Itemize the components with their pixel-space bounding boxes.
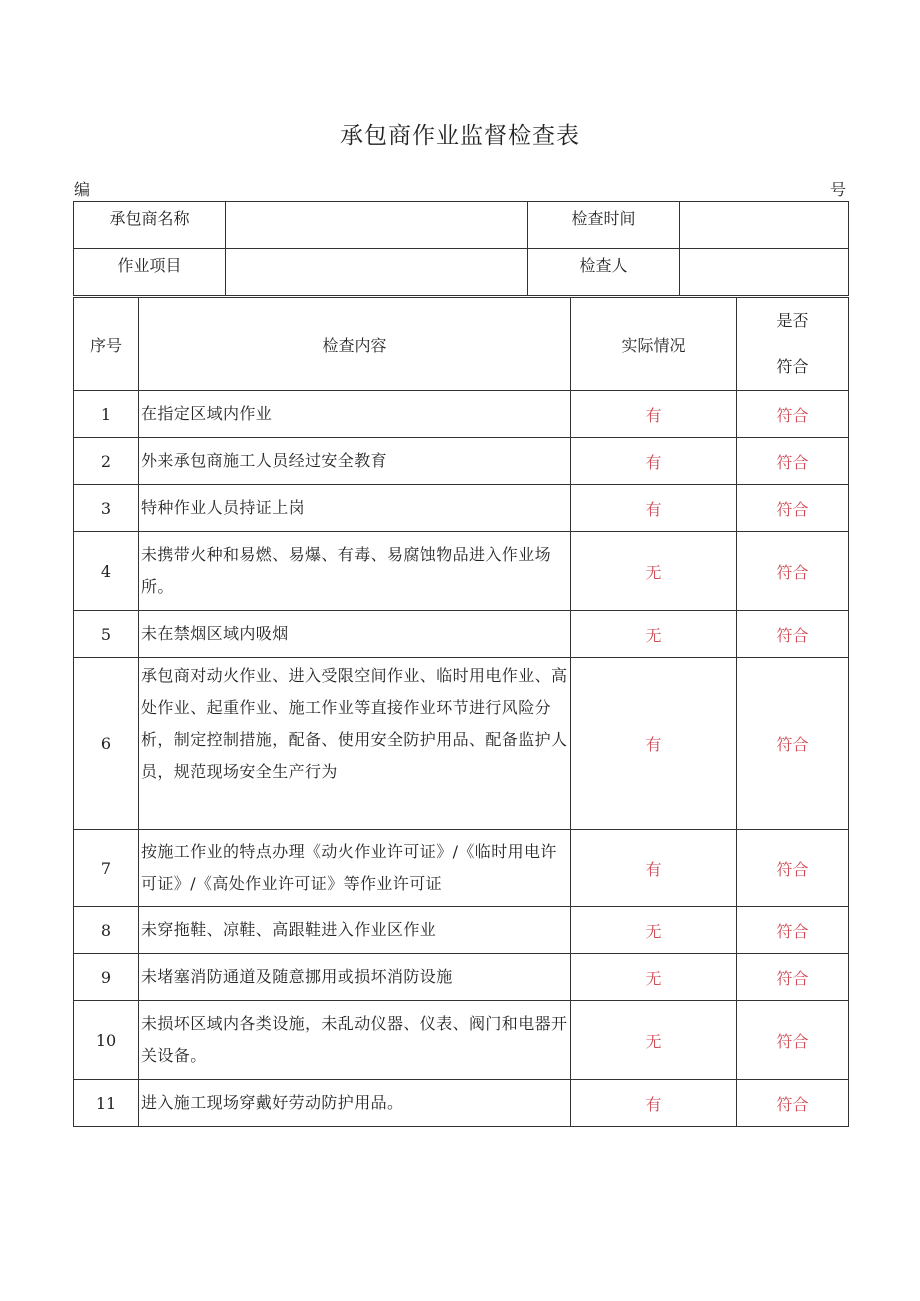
table-row	[74, 485, 849, 532]
inspection-time-field[interactable]	[680, 202, 849, 249]
header-actual: 实际情况	[571, 298, 737, 391]
header-row	[74, 298, 849, 391]
row-content: 外来承包商施工人员经过安全教育	[139, 438, 571, 485]
row-actual[interactable]: 有	[571, 830, 737, 907]
header-content: 检查内容	[139, 298, 571, 391]
table-row	[74, 391, 849, 438]
row-no: 9	[74, 954, 139, 1001]
table-row	[74, 611, 849, 658]
table-row	[74, 438, 849, 485]
row-content: 在指定区域内作业	[139, 391, 571, 438]
row-conform[interactable]: 符合	[737, 391, 849, 438]
row-conform[interactable]: 符合	[737, 658, 849, 830]
row-actual[interactable]: 无	[571, 611, 737, 658]
inspector-label: 检查人	[528, 249, 680, 296]
row-actual[interactable]: 有	[571, 391, 737, 438]
row-content: 未在禁烟区域内吸烟	[139, 611, 571, 658]
info-row-project	[74, 249, 849, 296]
row-no: 4	[74, 532, 139, 611]
row-conform[interactable]: 符合	[737, 954, 849, 1001]
inspection-time-label: 检查时间	[528, 202, 680, 249]
serial-label-left: 编	[74, 180, 91, 199]
row-no: 10	[74, 1001, 139, 1080]
header-conform-line2: 符合	[776, 357, 809, 376]
row-conform[interactable]: 符合	[737, 611, 849, 658]
info-row-contractor	[74, 202, 849, 249]
row-actual[interactable]: 无	[571, 532, 737, 611]
row-actual[interactable]: 有	[571, 658, 737, 830]
row-content: 未损坏区域内各类设施，未乱动仪器、仪表、阀门和电器开关设备。	[139, 1001, 571, 1080]
work-project-label: 作业项目	[74, 249, 226, 296]
row-no: 6	[74, 658, 139, 830]
row-no: 1	[74, 391, 139, 438]
contractor-name-field[interactable]	[226, 202, 528, 249]
table-row	[74, 907, 849, 954]
row-content: 未穿拖鞋、凉鞋、高跟鞋进入作业区作业	[139, 907, 571, 954]
page-title: 承包商作业监督检查表	[340, 123, 580, 149]
header-no: 序号	[74, 298, 139, 391]
row-actual[interactable]: 有	[571, 1080, 737, 1127]
row-actual[interactable]: 无	[571, 907, 737, 954]
row-no: 11	[74, 1080, 139, 1127]
info-table	[73, 201, 849, 296]
inspection-table	[73, 297, 849, 1127]
row-conform[interactable]: 符合	[737, 907, 849, 954]
row-content: 未携带火种和易燃、易爆、有毒、易腐蚀物品进入作业场所。	[139, 532, 571, 611]
work-project-field[interactable]	[226, 249, 528, 296]
table-row	[74, 954, 849, 1001]
row-conform[interactable]: 符合	[737, 1080, 849, 1127]
row-content: 进入施工现场穿戴好劳动防护用品。	[139, 1080, 571, 1127]
row-content: 按施工作业的特点办理《动火作业许可证》/《临时用电许可证》/《高处作业许可证》等作业许可证	[139, 830, 571, 907]
row-content: 未堵塞消防通道及随意挪用或损坏消防设施	[139, 954, 571, 1001]
header-conform-line1: 是否	[776, 311, 809, 330]
row-actual[interactable]: 有	[571, 438, 737, 485]
row-actual[interactable]: 有	[571, 485, 737, 532]
header-conform	[737, 298, 849, 391]
row-conform[interactable]: 符合	[737, 438, 849, 485]
row-no: 3	[74, 485, 139, 532]
serial-label-right: 号	[830, 180, 847, 199]
table-row	[74, 658, 849, 830]
contractor-name-label: 承包商名称	[74, 202, 226, 249]
row-conform[interactable]: 符合	[737, 485, 849, 532]
row-actual[interactable]: 无	[571, 1001, 737, 1080]
inspector-field[interactable]	[680, 249, 849, 296]
row-content: 承包商对动火作业、进入受限空间作业、临时用电作业、高处作业、起重作业、施工作业等直接作业环节进行风险分析，制定控制措施，配备、使用安全防护用品、配备监护人员，规范现场安全生产行为	[139, 658, 571, 830]
row-no: 8	[74, 907, 139, 954]
row-no: 7	[74, 830, 139, 907]
row-no: 2	[74, 438, 139, 485]
table-row	[74, 830, 849, 907]
table-row	[74, 1080, 849, 1127]
table-row	[74, 1001, 849, 1080]
row-conform[interactable]: 符合	[737, 1001, 849, 1080]
row-conform[interactable]: 符合	[737, 532, 849, 611]
table-row	[74, 532, 849, 611]
row-content: 特种作业人员持证上岗	[139, 485, 571, 532]
row-no: 5	[74, 611, 139, 658]
row-actual[interactable]: 无	[571, 954, 737, 1001]
row-conform[interactable]: 符合	[737, 830, 849, 907]
